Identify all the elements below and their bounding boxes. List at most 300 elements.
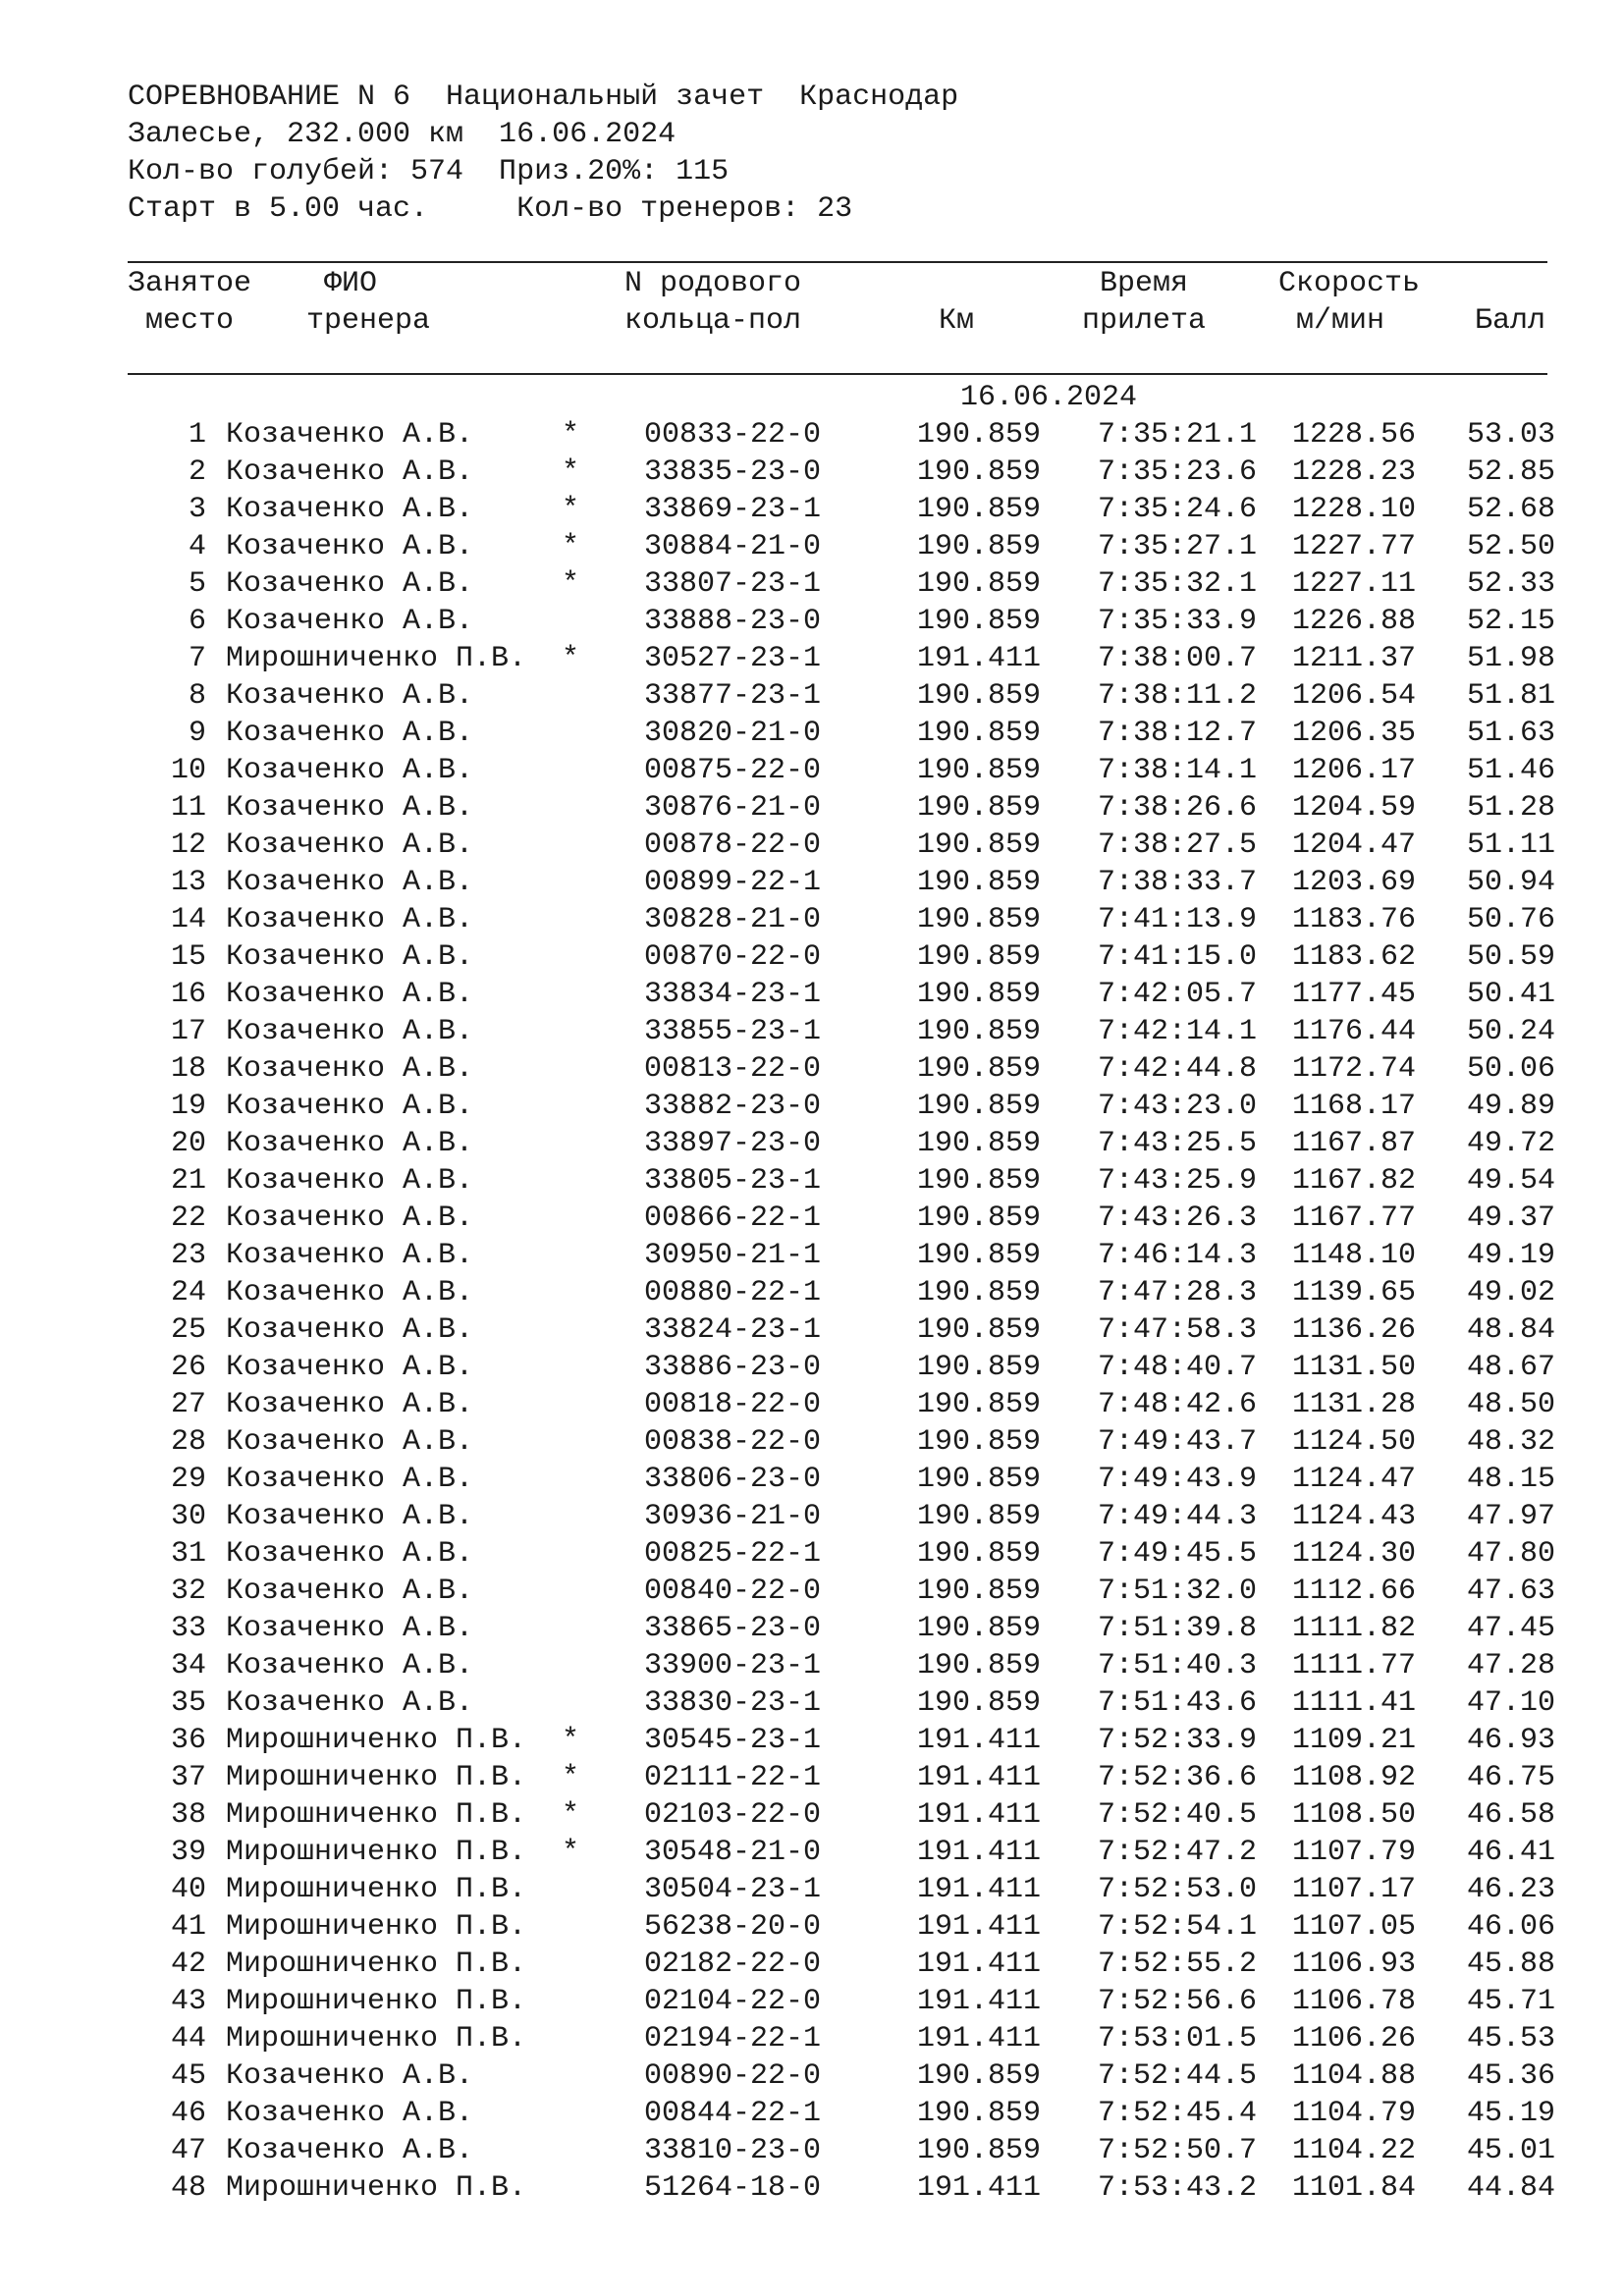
- cell-km: 190.859: [916, 1463, 1041, 1496]
- table-row: [0, 1983, 1624, 2020]
- cell-trainer-name: Козаченко А.В.: [226, 1015, 474, 1048]
- cell-place: 10: [170, 754, 206, 787]
- cell-time: 7:52:33.9: [1097, 1724, 1257, 1757]
- table-row: [0, 2020, 1624, 2057]
- cell-points: 47.97: [1466, 1500, 1555, 1533]
- cell-ring: 02182-22-0: [644, 1948, 822, 1981]
- cell-ring: 33855-23-1: [644, 1015, 822, 1048]
- cell-speed: 1106.78: [1291, 1985, 1416, 2018]
- cell-ring: 30936-21-0: [644, 1500, 822, 1533]
- cell-time: 7:35:24.6: [1097, 493, 1257, 526]
- col-time-header-1: Время: [1100, 267, 1189, 300]
- cell-ring: 00838-22-0: [644, 1425, 822, 1459]
- cell-place: 28: [170, 1425, 206, 1459]
- cell-ring: 33865-23-0: [644, 1612, 822, 1645]
- cell-trainer-name: Мирошниченко П.В.: [226, 2171, 527, 2205]
- table-row: [0, 1162, 1624, 1200]
- cell-place: 29: [170, 1463, 206, 1496]
- cell-place: 46: [170, 2097, 206, 2130]
- cell-time: 7:43:25.9: [1097, 1164, 1257, 1198]
- cell-time: 7:52:45.4: [1097, 2097, 1257, 2130]
- col-speed-header-2: м/мин: [1296, 304, 1385, 338]
- cell-km: 190.859: [916, 1425, 1041, 1459]
- cell-speed: 1101.84: [1291, 2171, 1416, 2205]
- cell-ring: 33805-23-1: [644, 1164, 822, 1198]
- cell-place: 39: [170, 1836, 206, 1869]
- cell-trainer-name: Мирошниченко П.В.: [226, 1798, 527, 1832]
- cell-time: 7:35:27.1: [1097, 530, 1257, 563]
- cell-points: 53.03: [1466, 418, 1555, 452]
- cell-time: 7:38:27.5: [1097, 828, 1257, 862]
- table-row: [0, 1461, 1624, 1498]
- cell-ring: 00844-22-1: [644, 2097, 822, 2130]
- table-row: [0, 1871, 1624, 1908]
- cell-ring: 33882-23-0: [644, 1090, 822, 1123]
- cell-ring: 30820-21-0: [644, 717, 822, 750]
- cell-place: 7: [188, 642, 206, 675]
- cell-ring: 51264-18-0: [644, 2171, 822, 2205]
- cell-speed: 1109.21: [1291, 1724, 1416, 1757]
- cell-km: 190.859: [916, 1052, 1041, 1086]
- cell-time: 7:51:39.8: [1097, 1612, 1257, 1645]
- cell-place: 2: [188, 455, 206, 489]
- cell-trainer-name: Козаченко А.В.: [226, 1351, 474, 1384]
- cell-time: 7:52:55.2: [1097, 1948, 1257, 1981]
- cell-mark: *: [562, 1798, 580, 1832]
- cell-place: 8: [188, 679, 206, 713]
- cell-km: 191.411: [916, 1724, 1041, 1757]
- cell-km: 190.859: [916, 1313, 1041, 1347]
- cell-points: 50.41: [1466, 978, 1555, 1011]
- cell-speed: 1177.45: [1291, 978, 1416, 1011]
- cell-speed: 1226.88: [1291, 605, 1416, 638]
- cell-place: 13: [170, 866, 206, 899]
- cell-place: 32: [170, 1575, 206, 1608]
- cell-km: 190.859: [916, 493, 1041, 526]
- cell-ring: 30876-21-0: [644, 791, 822, 825]
- cell-ring: 33835-23-0: [644, 455, 822, 489]
- cell-km: 191.411: [916, 1910, 1041, 1944]
- cell-trainer-name: Козаченко А.В.: [226, 530, 474, 563]
- cell-time: 7:52:50.7: [1097, 2134, 1257, 2167]
- cell-ring: 30950-21-1: [644, 1239, 822, 1272]
- cell-km: 190.859: [916, 2059, 1041, 2093]
- cell-trainer-name: Козаченко А.В.: [226, 1239, 474, 1272]
- cell-speed: 1176.44: [1291, 1015, 1416, 1048]
- cell-km: 190.859: [916, 1537, 1041, 1571]
- cell-trainer-name: Мирошниченко П.В.: [226, 1948, 527, 1981]
- cell-speed: 1206.35: [1291, 717, 1416, 750]
- cell-speed: 1167.77: [1291, 1201, 1416, 1235]
- table-row: [0, 1946, 1624, 1983]
- cell-place: 43: [170, 1985, 206, 2018]
- cell-time: 7:38:26.6: [1097, 791, 1257, 825]
- cell-ring: 33877-23-1: [644, 679, 822, 713]
- table-row: [0, 1796, 1624, 1834]
- cell-points: 46.75: [1466, 1761, 1555, 1794]
- cell-trainer-name: Мирошниченко П.В.: [226, 1873, 527, 1906]
- cell-time: 7:38:00.7: [1097, 642, 1257, 675]
- cell-km: 190.859: [916, 1015, 1041, 1048]
- cell-speed: 1136.26: [1291, 1313, 1416, 1347]
- cell-speed: 1112.66: [1291, 1575, 1416, 1608]
- cell-points: 46.93: [1466, 1724, 1555, 1757]
- cell-time: 7:42:05.7: [1097, 978, 1257, 1011]
- cell-ring: 30545-23-1: [644, 1724, 822, 1757]
- cell-trainer-name: Козаченко А.В.: [226, 1612, 474, 1645]
- cell-km: 191.411: [916, 1836, 1041, 1869]
- header-bottom-rule: [128, 373, 1547, 375]
- cell-km: 190.859: [916, 1575, 1041, 1608]
- cell-ring: 00880-22-1: [644, 1276, 822, 1309]
- cell-trainer-name: Козаченко А.В.: [226, 679, 474, 713]
- race-location-date: Залесье, 232.000 км 16.06.2024: [128, 118, 677, 151]
- cell-points: 47.45: [1466, 1612, 1555, 1645]
- cell-trainer-name: Козаченко А.В.: [226, 567, 474, 601]
- cell-place: 5: [188, 567, 206, 601]
- cell-points: 50.94: [1466, 866, 1555, 899]
- cell-trainer-name: Козаченко А.В.: [226, 1463, 474, 1496]
- cell-km: 190.859: [916, 754, 1041, 787]
- cell-time: 7:49:43.7: [1097, 1425, 1257, 1459]
- cell-speed: 1206.17: [1291, 754, 1416, 787]
- cell-time: 7:47:28.3: [1097, 1276, 1257, 1309]
- table-row: [0, 2169, 1624, 2207]
- cell-place: 27: [170, 1388, 206, 1421]
- cell-speed: 1172.74: [1291, 1052, 1416, 1086]
- cell-time: 7:42:44.8: [1097, 1052, 1257, 1086]
- cell-ring: 30527-23-1: [644, 642, 822, 675]
- cell-km: 190.859: [916, 605, 1041, 638]
- cell-place: 16: [170, 978, 206, 1011]
- table-row: [0, 1386, 1624, 1423]
- cell-trainer-name: Козаченко А.В.: [226, 717, 474, 750]
- cell-speed: 1107.17: [1291, 1873, 1416, 1906]
- cell-time: 7:51:32.0: [1097, 1575, 1257, 1608]
- table-row: [0, 1013, 1624, 1050]
- cell-trainer-name: Мирошниченко П.В.: [226, 1761, 527, 1794]
- cell-trainer-name: Козаченко А.В.: [226, 1686, 474, 1720]
- cell-place: 36: [170, 1724, 206, 1757]
- cell-time: 7:49:45.5: [1097, 1537, 1257, 1571]
- cell-points: 48.50: [1466, 1388, 1555, 1421]
- table-row: [0, 864, 1624, 901]
- cell-speed: 1167.82: [1291, 1164, 1416, 1198]
- cell-points: 49.02: [1466, 1276, 1555, 1309]
- table-row: [0, 901, 1624, 938]
- cell-place: 42: [170, 1948, 206, 1981]
- table-row: [0, 565, 1624, 603]
- cell-points: 52.85: [1466, 455, 1555, 489]
- table-row: [0, 938, 1624, 976]
- cell-points: 45.01: [1466, 2134, 1555, 2167]
- col-speed-header-1: Скорость: [1278, 267, 1421, 300]
- cell-place: 38: [170, 1798, 206, 1832]
- cell-ring: 00840-22-0: [644, 1575, 822, 1608]
- table-top-rule: [128, 261, 1547, 263]
- cell-mark: *: [562, 493, 580, 526]
- cell-points: 48.84: [1466, 1313, 1555, 1347]
- col-place-header-1: Занятое: [128, 267, 252, 300]
- cell-km: 190.859: [916, 1276, 1041, 1309]
- cell-trainer-name: Козаченко А.В.: [226, 1537, 474, 1571]
- cell-speed: 1183.76: [1291, 903, 1416, 936]
- cell-place: 21: [170, 1164, 206, 1198]
- col-ring-header-2: кольца-пол: [624, 304, 802, 338]
- cell-km: 190.859: [916, 940, 1041, 974]
- cell-km: 191.411: [916, 2022, 1041, 2056]
- cell-place: 6: [188, 605, 206, 638]
- cell-trainer-name: Козаченко А.В.: [226, 2134, 474, 2167]
- col-place-header-2: место: [145, 304, 235, 338]
- cell-time: 7:48:40.7: [1097, 1351, 1257, 1384]
- cell-ring: 00890-22-0: [644, 2059, 822, 2093]
- cell-ring: 02103-22-0: [644, 1798, 822, 1832]
- cell-ring: 33886-23-0: [644, 1351, 822, 1384]
- cell-trainer-name: Козаченко А.В.: [226, 866, 474, 899]
- cell-ring: 00833-22-0: [644, 418, 822, 452]
- cell-points: 51.98: [1466, 642, 1555, 675]
- cell-points: 45.71: [1466, 1985, 1555, 2018]
- table-row: [0, 528, 1624, 565]
- cell-speed: 1104.88: [1291, 2059, 1416, 2093]
- cell-points: 45.88: [1466, 1948, 1555, 1981]
- cell-trainer-name: Козаченко А.В.: [226, 1313, 474, 1347]
- cell-km: 190.859: [916, 903, 1041, 936]
- cell-points: 46.06: [1466, 1910, 1555, 1944]
- cell-mark: *: [562, 567, 580, 601]
- cell-mark: *: [562, 1836, 580, 1869]
- cell-trainer-name: Козаченко А.В.: [226, 1425, 474, 1459]
- cell-ring: 33806-23-0: [644, 1463, 822, 1496]
- cell-ring: 00825-22-1: [644, 1537, 822, 1571]
- table-row: [0, 2095, 1624, 2132]
- cell-trainer-name: Козаченко А.В.: [226, 1388, 474, 1421]
- cell-points: 49.19: [1466, 1239, 1555, 1272]
- cell-speed: 1124.30: [1291, 1537, 1416, 1571]
- cell-time: 7:52:54.1: [1097, 1910, 1257, 1944]
- cell-time: 7:35:21.1: [1097, 418, 1257, 452]
- cell-place: 44: [170, 2022, 206, 2056]
- cell-speed: 1139.65: [1291, 1276, 1416, 1309]
- cell-speed: 1228.10: [1291, 493, 1416, 526]
- cell-place: 4: [188, 530, 206, 563]
- cell-place: 48: [170, 2171, 206, 2205]
- cell-place: 14: [170, 903, 206, 936]
- table-row: [0, 603, 1624, 640]
- cell-time: 7:52:56.6: [1097, 1985, 1257, 2018]
- cell-time: 7:52:40.5: [1097, 1798, 1257, 1832]
- cell-trainer-name: Козаченко А.В.: [226, 455, 474, 489]
- cell-km: 190.859: [916, 2134, 1041, 2167]
- cell-place: 22: [170, 1201, 206, 1235]
- cell-km: 190.859: [916, 717, 1041, 750]
- cell-km: 190.859: [916, 2097, 1041, 2130]
- cell-time: 7:38:14.1: [1097, 754, 1257, 787]
- cell-km: 191.411: [916, 1798, 1041, 1832]
- table-row: [0, 715, 1624, 752]
- cell-points: 51.28: [1466, 791, 1555, 825]
- cell-ring: 00813-22-0: [644, 1052, 822, 1086]
- cell-points: 50.24: [1466, 1015, 1555, 1048]
- report-title: СОРЕВНОВАНИЕ N 6 Национальный зачет Краснодар: [128, 80, 959, 114]
- cell-points: 51.46: [1466, 754, 1555, 787]
- cell-place: 12: [170, 828, 206, 862]
- cell-points: 47.63: [1466, 1575, 1555, 1608]
- cell-time: 7:35:32.1: [1097, 567, 1257, 601]
- cell-place: 17: [170, 1015, 206, 1048]
- cell-time: 7:42:14.1: [1097, 1015, 1257, 1048]
- cell-place: 3: [188, 493, 206, 526]
- cell-speed: 1124.50: [1291, 1425, 1416, 1459]
- cell-place: 35: [170, 1686, 206, 1720]
- table-row: [0, 1610, 1624, 1647]
- cell-trainer-name: Козаченко А.В.: [226, 493, 474, 526]
- cell-place: 20: [170, 1127, 206, 1160]
- cell-ring: 33807-23-1: [644, 567, 822, 601]
- cell-time: 7:35:23.6: [1097, 455, 1257, 489]
- cell-mark: *: [562, 418, 580, 452]
- col-time-header-2: прилета: [1082, 304, 1207, 338]
- cell-mark: *: [562, 1761, 580, 1794]
- table-row: [0, 752, 1624, 789]
- cell-place: 34: [170, 1649, 206, 1682]
- cell-km: 190.859: [916, 1500, 1041, 1533]
- table-row: [0, 1722, 1624, 1759]
- cell-place: 1: [188, 418, 206, 452]
- cell-ring: 30504-23-1: [644, 1873, 822, 1906]
- cell-speed: 1131.28: [1291, 1388, 1416, 1421]
- cell-trainer-name: Козаченко А.В.: [226, 1649, 474, 1682]
- cell-trainer-name: Козаченко А.В.: [226, 791, 474, 825]
- cell-speed: 1124.43: [1291, 1500, 1416, 1533]
- cell-time: 7:51:43.6: [1097, 1686, 1257, 1720]
- cell-place: 40: [170, 1873, 206, 1906]
- cell-points: 45.19: [1466, 2097, 1555, 2130]
- cell-trainer-name: Козаченко А.В.: [226, 903, 474, 936]
- cell-speed: 1111.77: [1291, 1649, 1416, 1682]
- cell-km: 190.859: [916, 791, 1041, 825]
- cell-trainer-name: Козаченко А.В.: [226, 1052, 474, 1086]
- cell-points: 50.06: [1466, 1052, 1555, 1086]
- cell-km: 190.859: [916, 530, 1041, 563]
- cell-km: 191.411: [916, 2171, 1041, 2205]
- cell-points: 51.81: [1466, 679, 1555, 713]
- table-row: [0, 1834, 1624, 1871]
- cell-time: 7:41:15.0: [1097, 940, 1257, 974]
- cell-speed: 1124.47: [1291, 1463, 1416, 1496]
- cell-ring: 56238-20-0: [644, 1910, 822, 1944]
- cell-trainer-name: Козаченко А.В.: [226, 605, 474, 638]
- cell-points: 48.32: [1466, 1425, 1555, 1459]
- table-row: [0, 789, 1624, 827]
- col-points-header: Балл: [1475, 304, 1546, 338]
- cell-trainer-name: Козаченко А.В.: [226, 1201, 474, 1235]
- table-row: [0, 1573, 1624, 1610]
- cell-trainer-name: Козаченко А.В.: [226, 1500, 474, 1533]
- cell-ring: 30884-21-0: [644, 530, 822, 563]
- cell-speed: 1111.41: [1291, 1686, 1416, 1720]
- cell-place: 37: [170, 1761, 206, 1794]
- cell-points: 49.72: [1466, 1127, 1555, 1160]
- cell-points: 50.59: [1466, 940, 1555, 974]
- cell-speed: 1106.93: [1291, 1948, 1416, 1981]
- cell-points: 49.54: [1466, 1164, 1555, 1198]
- table-row: [0, 1535, 1624, 1573]
- table-row: [0, 1498, 1624, 1535]
- cell-speed: 1228.23: [1291, 455, 1416, 489]
- cell-time: 7:46:14.3: [1097, 1239, 1257, 1272]
- cell-km: 190.859: [916, 866, 1041, 899]
- cell-km: 190.859: [916, 455, 1041, 489]
- cell-time: 7:53:43.2: [1097, 2171, 1257, 2205]
- cell-speed: 1167.87: [1291, 1127, 1416, 1160]
- cell-place: 31: [170, 1537, 206, 1571]
- table-row: [0, 640, 1624, 677]
- cell-km: 190.859: [916, 1649, 1041, 1682]
- cell-speed: 1183.62: [1291, 940, 1416, 974]
- cell-speed: 1108.92: [1291, 1761, 1416, 1794]
- cell-ring: 33869-23-1: [644, 493, 822, 526]
- cell-km: 191.411: [916, 1985, 1041, 2018]
- table-row: [0, 1647, 1624, 1684]
- cell-points: 52.50: [1466, 530, 1555, 563]
- cell-points: 46.41: [1466, 1836, 1555, 1869]
- cell-ring: 02104-22-0: [644, 1985, 822, 2018]
- cell-speed: 1148.10: [1291, 1239, 1416, 1272]
- cell-speed: 1211.37: [1291, 642, 1416, 675]
- cell-ring: 30548-21-0: [644, 1836, 822, 1869]
- cell-speed: 1204.59: [1291, 791, 1416, 825]
- cell-points: 49.37: [1466, 1201, 1555, 1235]
- cell-ring: 33824-23-1: [644, 1313, 822, 1347]
- cell-km: 190.859: [916, 1351, 1041, 1384]
- cell-ring: 02194-22-1: [644, 2022, 822, 2056]
- cell-place: 33: [170, 1612, 206, 1645]
- cell-place: 11: [170, 791, 206, 825]
- cell-km: 190.859: [916, 1239, 1041, 1272]
- cell-points: 44.84: [1466, 2171, 1555, 2205]
- cell-ring: 33897-23-0: [644, 1127, 822, 1160]
- cell-trainer-name: Козаченко А.В.: [226, 2097, 474, 2130]
- table-row: [0, 491, 1624, 528]
- start-info: Старт в 5.00 час. Кол-во тренеров: 23: [128, 192, 853, 226]
- cell-time: 7:53:01.5: [1097, 2022, 1257, 2056]
- cell-points: 47.80: [1466, 1537, 1555, 1571]
- cell-points: 45.53: [1466, 2022, 1555, 2056]
- table-row: [0, 827, 1624, 864]
- cell-trainer-name: Козаченко А.В.: [226, 940, 474, 974]
- cell-km: 190.859: [916, 1127, 1041, 1160]
- table-row: [0, 416, 1624, 454]
- cell-km: 190.859: [916, 1201, 1041, 1235]
- cell-km: 190.859: [916, 1686, 1041, 1720]
- pigeon-count: Кол-во голубей: 574 Приз.20%: 115: [128, 155, 730, 188]
- cell-time: 7:35:33.9: [1097, 605, 1257, 638]
- cell-km: 190.859: [916, 828, 1041, 862]
- cell-speed: 1106.26: [1291, 2022, 1416, 2056]
- cell-speed: 1227.11: [1291, 567, 1416, 601]
- table-row: [0, 1050, 1624, 1088]
- cell-points: 52.15: [1466, 605, 1555, 638]
- cell-trainer-name: Козаченко А.В.: [226, 418, 474, 452]
- cell-time: 7:41:13.9: [1097, 903, 1257, 936]
- cell-place: 47: [170, 2134, 206, 2167]
- cell-speed: 1104.79: [1291, 2097, 1416, 2130]
- cell-time: 7:38:12.7: [1097, 717, 1257, 750]
- cell-speed: 1108.50: [1291, 1798, 1416, 1832]
- cell-ring: 00878-22-0: [644, 828, 822, 862]
